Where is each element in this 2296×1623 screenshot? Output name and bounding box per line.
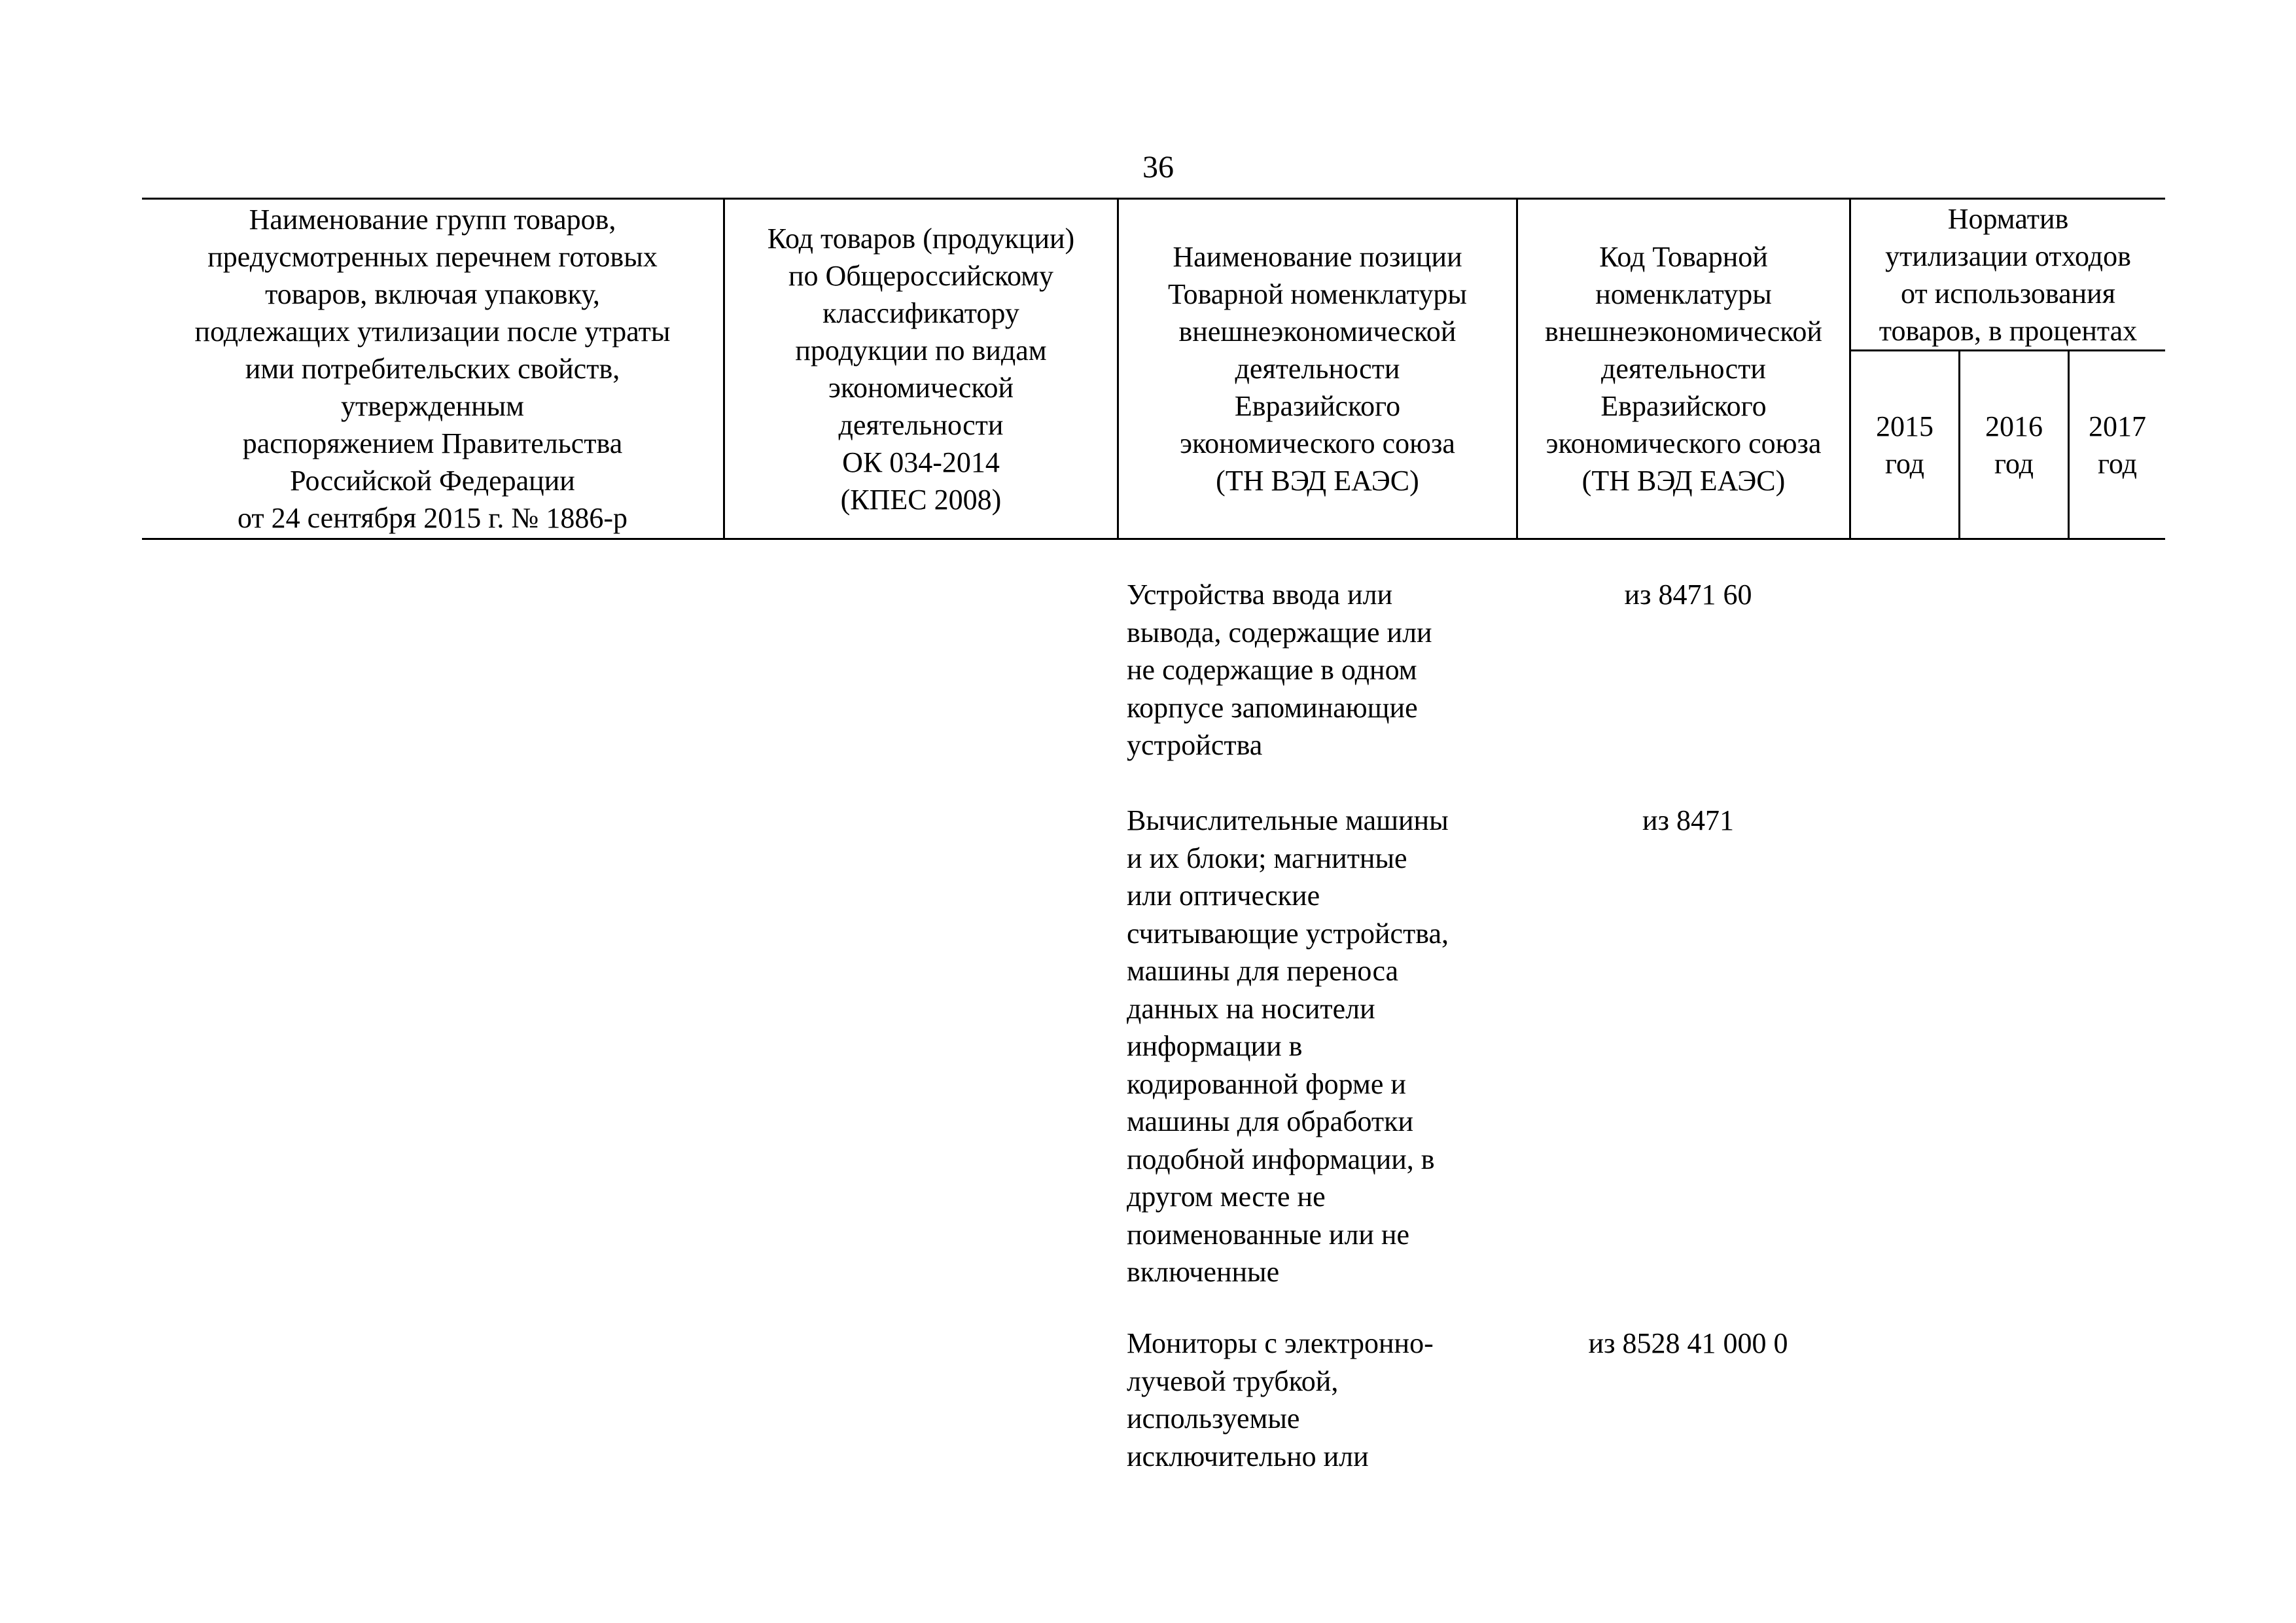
row-1-code: из 8471 60 [1624,579,1752,611]
row-2-code: из 8471 [1642,804,1734,836]
header-year-2017 [2070,351,2165,538]
row-2-name: Вычислительные машины и их блоки; магнитные или оптические считывающие устройства, машины для переноса данных на носители информации в кодированной форме и машины для обработки подобной информации, в другом месте не поименованные или не включенные [1127,804,1449,1288]
header-year-2015-text: 2015 год [1876,410,1934,480]
header-tnved-name-text: Наименование позиции Товарной номенклатуры внешнеэкономической деятельности Евразийского экономического союза (ТН ВЭД ЕАЭС) [1168,241,1467,497]
header-group-name-text: Наименование групп товаров, предусмотренных перечнем готовых товаров, включая упаковку, подлежащих утилизации после утраты ими потребительских свойств, утвержденным распоряжением Правительства Российской Федерации от 24 сентября 2015 г. № 1886-р [194,204,671,534]
header-tnved-code-text: Код Товарной номенклатуры внешнеэкономической деятельности Евразийского экономического союза (ТН ВЭД ЕАЭС) [1545,241,1822,497]
row-3-name: Мониторы с электронно- лучевой трубкой, используемые исключительно или [1127,1327,1434,1472]
header-okpd-code [725,200,1117,538]
row-1-name: Устройства ввода или вывода, содержащие или не содержащие в одном корпусе запоминающие устройства [1127,579,1432,761]
header-group-name [142,200,723,538]
header-tnved-name [1119,200,1516,538]
header-okpd-code-text: Код товаров (продукции) по Общероссийскому классификатору продукции по видам экономической деятельности ОК 034-2014 (КПЕС 2008) [767,222,1075,516]
header-year-2016 [1960,351,2068,538]
header-bottom-rule [142,538,2165,540]
page-number: 36 [1142,150,1174,185]
header-year-2016-text: 2016 год [1985,410,2043,480]
header-tnved-code [1518,200,1849,538]
header-norm-text: Норматив утилизации отходов от использования товаров, в процентах [1879,202,2138,347]
header-year-2015 [1851,351,1958,538]
header-year-2017-text: 2017 год [2089,410,2146,480]
row-3-code: из 8528 41 000 0 [1588,1327,1788,1359]
header-norm [1851,200,2165,349]
